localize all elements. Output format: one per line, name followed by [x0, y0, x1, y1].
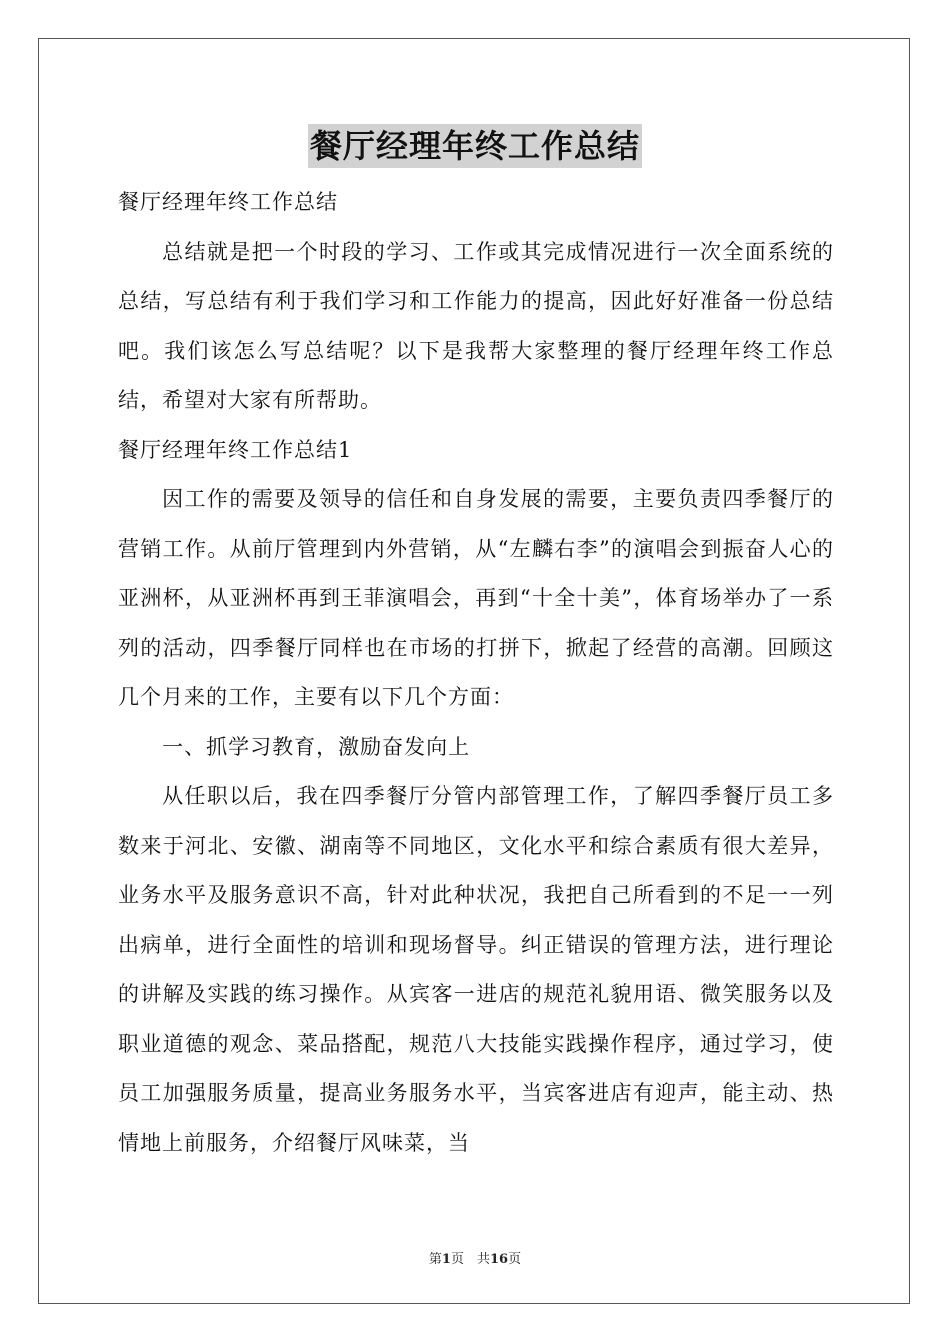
page-current: 1: [441, 1252, 451, 1267]
document-title: 餐厅经理年终工作总结: [308, 124, 642, 168]
paragraph: 因工作的需要及领导的信任和自身发展的需要，主要负责四季餐厅的营销工作。从前厅管理到内外营销，从“左麟右李”的演唱会到振奋人心的亚洲杯，从亚洲杯再到王菲演唱会，再到“十全十美”，体育场举办了一系列的活动，四季餐厅同样也在市场的打拼下，掀起了经营的高潮。回顾这几个月来的工作，主要有以下几个方面：: [118, 487, 834, 709]
footer-prefix: 第: [428, 1252, 442, 1267]
paragraph: 从任职以后，我在四季餐厅分管内部管理工作，了解四季餐厅员工多数来于河北、安徽、湖南等不同地区，文化水平和综合素质有很大差异，业务水平及服务意识不高，针对此种状况，我把自己所看到的不足一一列出病单，进行全面性的培训和现场督导。纠正错误的管理方法，进行理论的讲解及实践的练习操作。从宾客一进店的规范礼貌用语、微笑服务以及职业道德的观念、菜品搭配，规范八大技能实践操作程序，通过学习，使员工加强服务质量，提高业务服务水平，当宾客进店有迎声，能主动、热情地上前服务，介绍餐厅风味菜，当: [118, 784, 834, 1155]
title-wrap: [0, 124, 950, 168]
footer-suffix: 页: [508, 1252, 522, 1267]
page-footer: [0, 1248, 950, 1267]
page-total: 16: [489, 1252, 509, 1267]
paragraph: 餐厅经理年终工作总结1: [118, 437, 353, 462]
document-body: [118, 178, 834, 1168]
section-heading: 一、抓学习教育，激励奋发向上: [162, 734, 471, 759]
paragraph: 餐厅经理年终工作总结: [118, 190, 338, 214]
paragraph: 总结就是把一个时段的学习、工作或其完成情况进行一次全面系统的总结，写总结有利于我们学习和工作能力的提高，因此好好准备一份总结吧。我们该怎么写总结呢？以下是我帮大家整理的餐厅经理年终工作总结，希望对大家有所帮助。: [118, 239, 834, 412]
footer-mid: 页 共: [450, 1252, 490, 1267]
